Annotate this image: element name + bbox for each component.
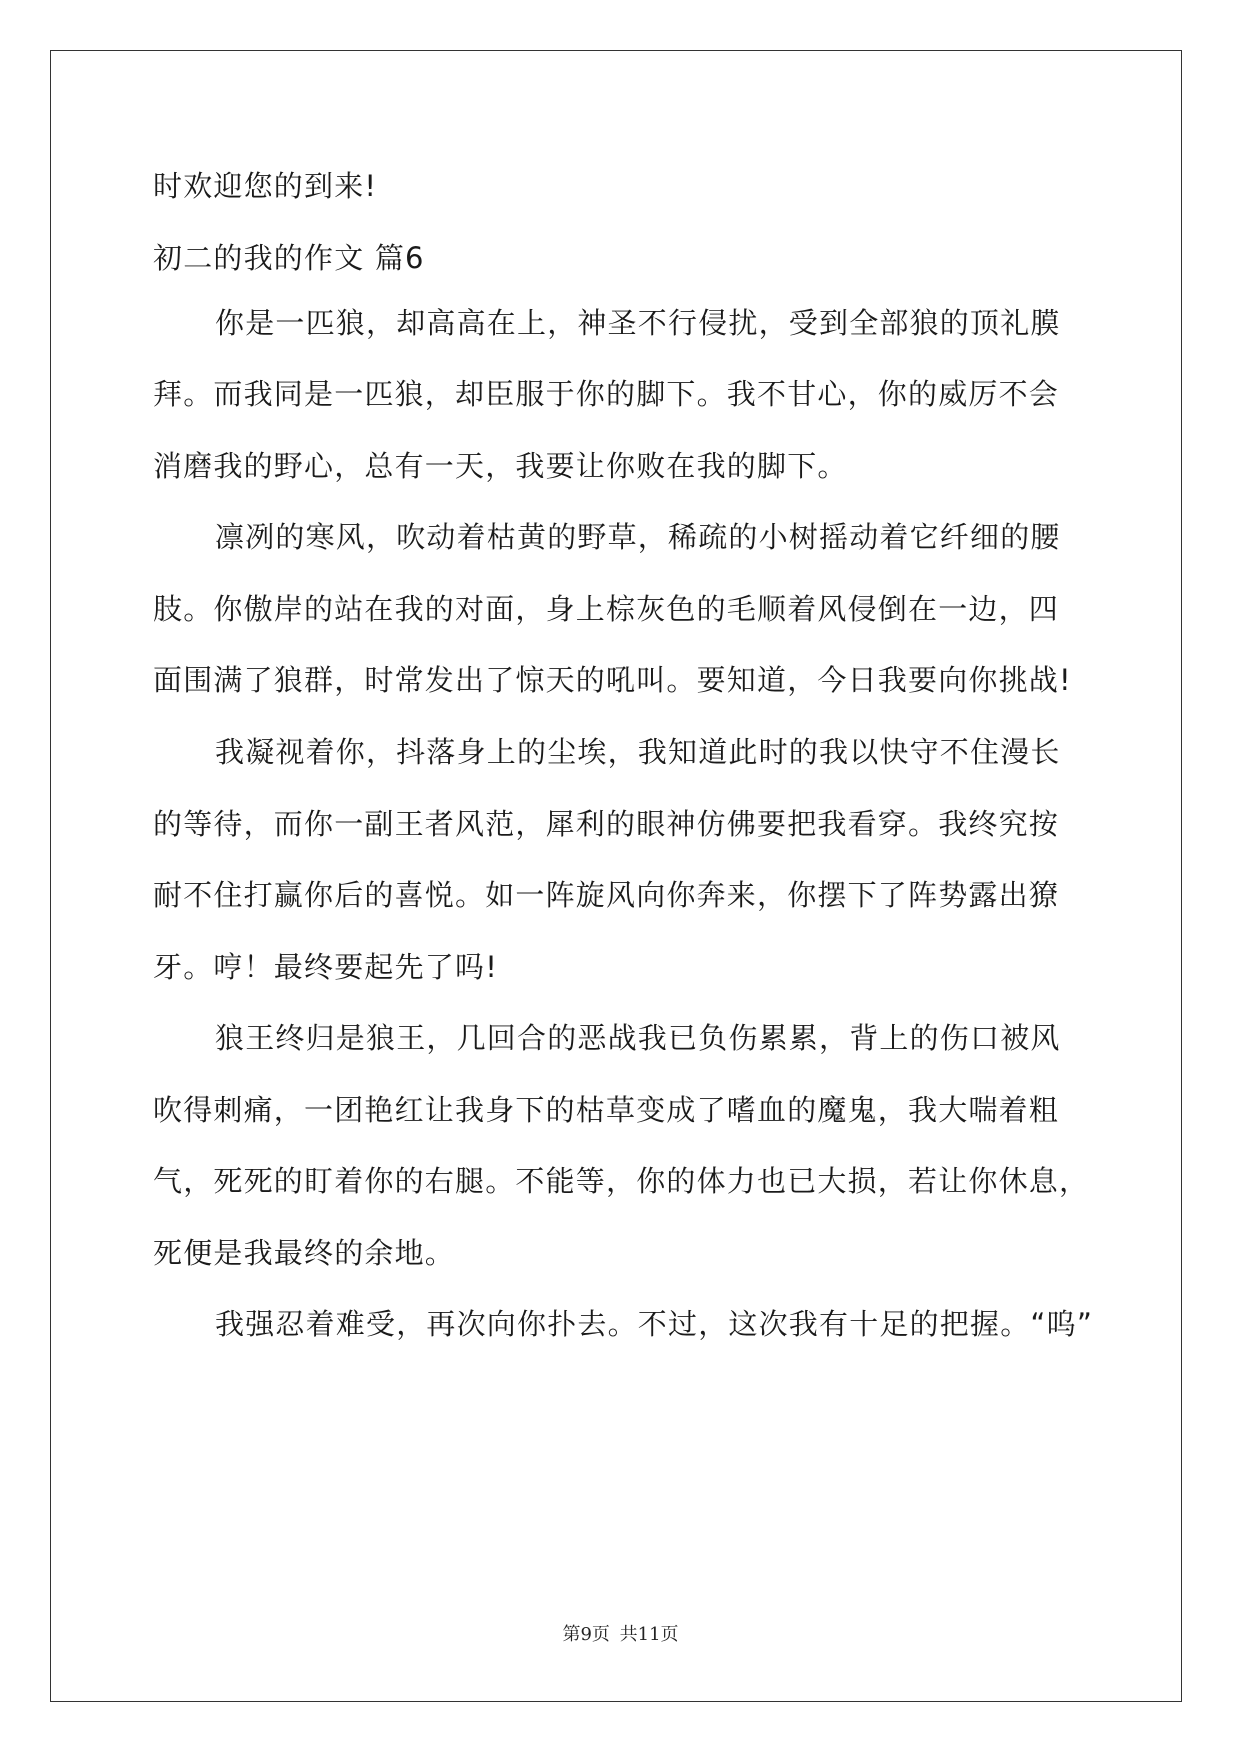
paragraph-1-line-2: 拜。而我同是一匹狼，却臣服于你的脚下。我不甘心，你的威厉不会 [153,377,1060,411]
section-heading: 初二的我的作文 篇6 [153,241,425,275]
paragraph-1-line-1: 你是一匹狼，却高高在上，神圣不行侵扰，受到全部狼的顶礼膜 [215,306,1061,340]
total-pages: 共11页 [619,1624,679,1645]
paragraph-4-line-3: 气，死死的盯着你的右腿。不能等，你的体力也已大损，若让你休息， [153,1164,1090,1198]
text-line: 时欢迎您的到来! [153,169,378,203]
page-footer [0,1623,1241,1647]
paragraph-4-line-1: 狼王终归是狼王，几回合的恶战我已负伤累累，背上的伤口被风 [215,1021,1061,1055]
paragraph-3-line-4: 牙。哼！最终要起先了吗! [153,950,499,984]
paragraph-4-line-2: 吹得刺痛，一团艳红让我身下的枯草变成了嗜血的魔鬼，我大喘着粗 [153,1093,1060,1127]
page-number: 第9页 [562,1624,610,1645]
paragraph-1-line-3: 消磨我的野心，总有一天，我要让你败在我的脚下。 [153,449,848,483]
paragraph-2-line-1: 凛冽的寒风，吹动着枯黄的野草，稀疏的小树摇动着它纤细的腰 [215,520,1061,554]
paragraph-3-line-2: 的等待，而你一副王者风范，犀利的眼神仿佛要把我看穿。我终究按 [153,807,1060,841]
paragraph-2-line-2: 肢。你傲岸的站在我的对面，身上棕灰色的毛顺着风侵倒在一边，四 [153,592,1060,626]
paragraph-3-line-1: 我凝视着你，抖落身上的尘埃，我知道此时的我以快守不住漫长 [215,735,1061,769]
paragraph-4-line-4: 死便是我最终的余地。 [153,1236,456,1270]
page-border [50,50,1182,1702]
paragraph-5-line-1: 我强忍着难受，再次向你扑去。不过，这次我有十足的把握。“呜” [215,1307,1094,1341]
paragraph-2-line-3: 面围满了狼群，时常发出了惊天的吼叫。要知道，今日我要向你挑战! [153,663,1072,697]
paragraph-3-line-3: 耐不住打赢你后的喜悦。如一阵旋风向你奔来，你摆下了阵势露出獠 [153,878,1060,912]
